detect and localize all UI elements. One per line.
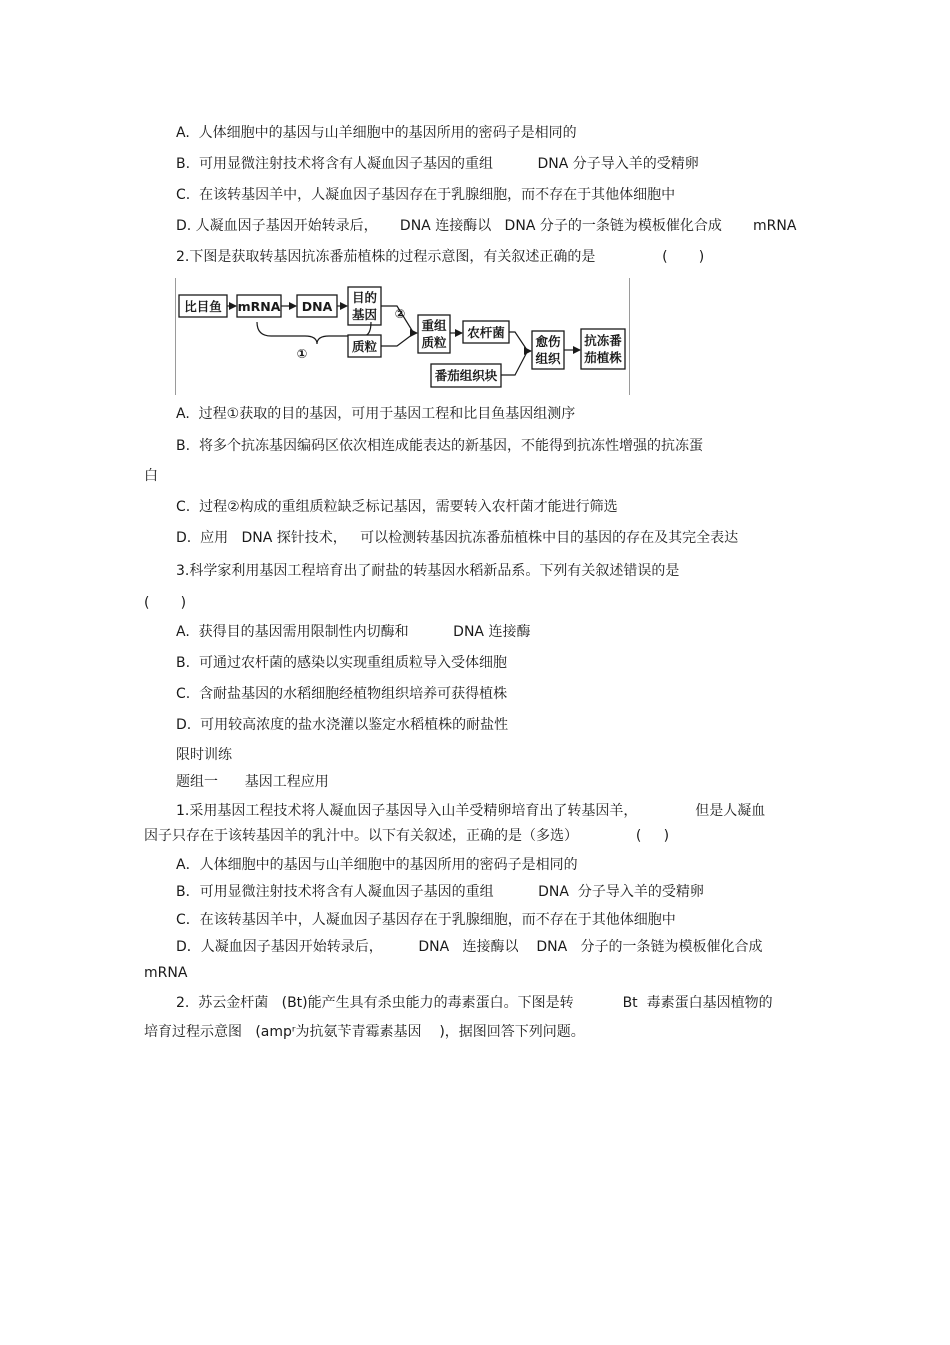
- q1-option-d: D. 人凝血因子基因开始转录后， DNA 连接酶以 DNA 分子的一条链为模板催化合成 mRNA: [176, 218, 797, 234]
- tomato-tissue-label: 番茄组织块: [434, 368, 498, 383]
- p1-stem-line2: 因子只存在于该转基因羊的乳汁中。以下有关叙述，正确的是（多选） ( ): [144, 828, 670, 844]
- p2-stem-line1: 2. 苏云金杆菌 (Bt)能产生具有杀虫能力的毒素蛋白。下图是转 Bt 毒素蛋白基因植物的: [176, 995, 773, 1011]
- q3-option-b: B. 可通过农杆菌的感染以实现重组质粒导入受体细胞: [176, 655, 507, 671]
- target-gene-node: [348, 287, 381, 325]
- section-group: 题组一 基因工程应用: [176, 774, 329, 790]
- mrna-node: [237, 295, 281, 317]
- q1-option-c: C. 在该转基因羊中，人凝血因子基因存在于乳腺细胞，而不存在于其他体细胞中: [176, 187, 676, 203]
- q3-option-d: D. 可用较高浓度的盐水浇灌以鉴定水稻植株的耐盐性: [176, 717, 509, 733]
- dna-label: DNA: [301, 299, 333, 314]
- fish-node: [179, 295, 227, 317]
- q3-stem: 3.科学家利用基因工程培育出了耐盐的转基因水稻新品系。下列有关叙述错误的是: [176, 563, 680, 579]
- q2-option-c: C. 过程②构成的重组质粒缺乏标记基因，需要转入农杆菌才能进行筛选: [176, 499, 618, 515]
- p1-option-a: A．人体细胞中的基因与山羊细胞中的基因所用的密码子是相同的: [176, 857, 578, 873]
- connector-tissue: [501, 352, 527, 375]
- plasmid-node: [348, 335, 381, 357]
- agrobacterium-label: 农杆菌: [467, 325, 505, 340]
- connector-plasmid: [381, 334, 413, 346]
- p1-option-d-cont: mRNA: [144, 965, 188, 981]
- plant-label-2: 茄植株: [584, 350, 622, 365]
- q3-option-a: A. 获得目的基因需用限制性内切酶和 DNA 连接酶: [176, 624, 531, 640]
- recombinant-plasmid-node: [418, 315, 450, 353]
- q2-option-d: D. 应用 DNA 探针技术， 可以检测转基因抗冻番茄植株中目的基因的存在及其完全表达: [176, 530, 739, 546]
- q1-option-a: A. 人体细胞中的基因与山羊细胞中的基因所用的密码子是相同的: [176, 125, 577, 141]
- recombinant-label-2: 质粒: [421, 335, 447, 350]
- frost-resistant-plant-node: [581, 329, 625, 369]
- callus-label-2: 组织: [535, 351, 561, 366]
- step1-label: ①: [296, 346, 308, 361]
- p1-option-c: C．在该转基因羊中，人凝血因子基因存在于乳腺细胞，而不存在于其他体细胞中: [176, 912, 676, 928]
- p1-option-b: B．可用显微注射技术将含有人凝血因子基因的重组 DNA 分子导入羊的受精卵: [176, 884, 704, 900]
- agrobacterium-node: [463, 321, 509, 343]
- q2-option-a: A. 过程①获取的目的基因，可用于基因工程和比目鱼基因组测序: [176, 406, 576, 422]
- connector-agro: [509, 332, 527, 350]
- q2-option-b-cont: 白: [144, 468, 158, 484]
- q3-bracket: ( ): [144, 595, 187, 611]
- q2-stem: 2.下图是获取转基因抗冻番茄植株的过程示意图，有关叙述正确的是 ( ): [176, 249, 705, 265]
- fish-label: 比目鱼: [184, 299, 222, 314]
- recombinant-label-1: 重组: [421, 318, 447, 333]
- p1-option-d: D．人凝血因子基因开始转录后， DNA 连接酶以 DNA 分子的一条链为模板催化合成: [176, 939, 763, 955]
- dna-node: [297, 295, 337, 317]
- p2-stem-line2: 培育过程示意图 (ampʳ为抗氨苄青霉素基因 )，据图回答下列问题。: [144, 1024, 585, 1040]
- callus-node: [532, 331, 564, 369]
- p1-stem-line1: 1.采用基因工程技术将人凝血因子基因导入山羊受精卵培育出了转基因羊， 但是人凝血: [176, 803, 766, 819]
- step2-label: ②: [394, 306, 406, 321]
- plant-label-1: 抗冻番: [584, 333, 622, 348]
- tomato-tissue-node: [431, 364, 501, 387]
- q2-option-b: B. 将多个抗冻基因编码区依次相连成能表达的新基因，不能得到抗冻性增强的抗冻蛋: [176, 438, 703, 454]
- target-gene-label-2: 基因: [351, 307, 378, 322]
- mrna-label: mRNA: [237, 299, 281, 314]
- plasmid-label: 质粒: [351, 339, 378, 354]
- process-diagram: [175, 278, 630, 395]
- q1-option-b: B. 可用显微注射技术将含有人凝血因子基因的重组 DNA 分子导入羊的受精卵: [176, 156, 699, 172]
- q3-option-c: C. 含耐盐基因的水稻细胞经植物组织培养可获得植株: [176, 686, 508, 702]
- section-title: 限时训练: [176, 747, 232, 763]
- callus-label-1: 愈伤: [535, 334, 561, 349]
- target-gene-label-1: 目的: [351, 290, 378, 305]
